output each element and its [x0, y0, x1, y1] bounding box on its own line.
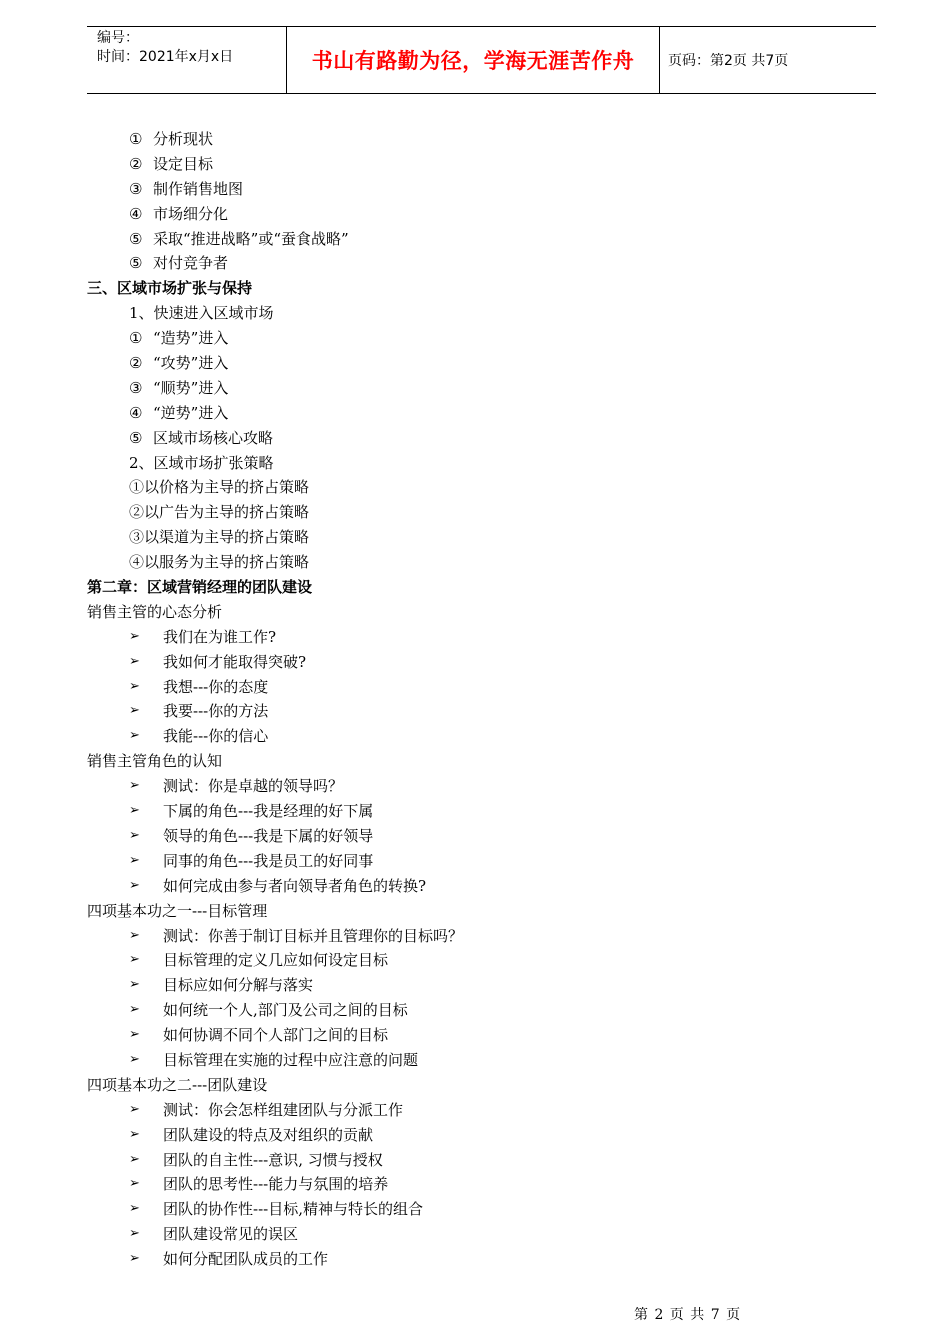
arrow-bullet-icon: ➢ [129, 1151, 140, 1167]
arrow-bullet-icon: ➢ [129, 803, 140, 819]
item-number: ④ [129, 204, 143, 223]
bullet-item [87, 1123, 887, 1148]
bullet-item [87, 1172, 887, 1197]
arrow-bullet-icon: ➢ [129, 1101, 140, 1117]
arrow-bullet-icon: ➢ [129, 927, 140, 943]
arrow-bullet-icon: ➢ [129, 1251, 140, 1267]
page-label: 页码：第2页 共7页 [668, 53, 789, 69]
item-text: “逆势”进入 [153, 403, 229, 422]
item-text: 同事的角色---我是员工的好同事 [163, 851, 374, 870]
item-text: 我们在为谁工作? [163, 627, 277, 646]
bullet-item [87, 1023, 887, 1048]
numbered-item [87, 326, 887, 351]
bullet-item [87, 824, 887, 849]
sub-item: ③以渠道为主导的挤占策略 [129, 528, 310, 547]
bullet-item [87, 774, 887, 799]
numbered-item [87, 227, 887, 252]
document-body [87, 127, 887, 1272]
item-number: ① [129, 130, 143, 148]
bullet-item [87, 998, 887, 1023]
topic-line: 四项基本功之一---目标管理 [87, 901, 268, 920]
section-heading: 三、区域市场扩张与保持 [87, 279, 253, 298]
page-footer: 第 2 页 共 7 页 [634, 1307, 742, 1323]
item-text: “攻势”进入 [153, 354, 229, 373]
item-text: 团队的自主性---意识, 习惯与授权 [163, 1150, 383, 1169]
bullet-item [87, 1222, 887, 1247]
item-text: 区域市场核心攻略 [153, 428, 274, 447]
item-text: 如何统一个人,部门及公司之间的目标 [163, 1001, 408, 1020]
bullet-item [87, 924, 887, 949]
item-number: ② [129, 154, 143, 173]
item-text: 测试：你会怎样组建团队与分派工作 [163, 1100, 404, 1119]
header-motto [287, 27, 660, 93]
item-number: ⑤ [129, 428, 143, 447]
item-text: 采取“推进战略”或“蚕食战略” [153, 229, 349, 248]
arrow-bullet-icon: ➢ [129, 977, 140, 993]
item-number: ③ [129, 378, 143, 397]
item-text: 设定目标 [153, 154, 214, 173]
sub-item: ①以价格为主导的挤占策略 [129, 478, 310, 497]
arrow-bullet-icon: ➢ [129, 1027, 140, 1043]
arrow-bullet-icon: ➢ [129, 653, 140, 669]
item-text: 我能---你的信心 [163, 727, 269, 746]
arrow-bullet-icon: ➢ [129, 678, 140, 694]
numbered-item [87, 177, 887, 202]
bullet-item [87, 1247, 887, 1272]
arrow-bullet-icon: ➢ [129, 827, 140, 843]
arrow-bullet-icon: ➢ [129, 1051, 140, 1067]
arrow-bullet-icon: ➢ [129, 952, 140, 968]
bullet-item [87, 799, 887, 824]
item-text: “造势”进入 [153, 329, 229, 348]
item-text: 目标管理在实施的过程中应注意的问题 [163, 1050, 419, 1069]
arrow-bullet-icon: ➢ [129, 1126, 140, 1142]
bullet-item [87, 948, 887, 973]
section-heading: 第二章：区域营销经理的团队建设 [87, 578, 313, 597]
motto-text: 书山有路勤为径，学海无涯苦作舟 [311, 49, 635, 73]
bullet-item [87, 625, 887, 650]
item-text: 如何分配团队成员的工作 [163, 1250, 329, 1269]
numbered-item [87, 426, 887, 451]
arrow-bullet-icon: ➢ [129, 628, 140, 644]
item-text: 如何完成由参与者向领导者角色的转换? [163, 876, 427, 895]
bullet-item [87, 973, 887, 998]
page-header [87, 26, 876, 94]
arrow-bullet-icon: ➢ [129, 1226, 140, 1242]
numbered-item [87, 152, 887, 177]
item-number: ⑤ [129, 229, 143, 248]
item-text: 领导的角色---我是下属的好领导 [163, 826, 374, 845]
bullet-item [87, 699, 887, 724]
item-number: ② [129, 354, 143, 373]
item-text: 团队的思考性---能力与氛围的培养 [163, 1175, 389, 1194]
item-text: 分析现状 [153, 130, 214, 148]
item-text: 下属的角色---我是经理的好下属 [163, 802, 374, 821]
sub-item: ②以广告为主导的挤占策略 [129, 503, 310, 522]
arrow-bullet-icon: ➢ [129, 703, 140, 719]
bullet-item [87, 724, 887, 749]
item-text: 目标应如何分解与落实 [163, 976, 314, 995]
item-number: ③ [129, 179, 143, 198]
item-text: “顺势”进入 [153, 378, 229, 397]
item-number: ⑤ [129, 254, 143, 273]
bullet-item [87, 675, 887, 700]
numbered-item [87, 351, 887, 376]
item-text: 目标管理的定义几应如何设定目标 [163, 951, 389, 970]
arrow-bullet-icon: ➢ [129, 778, 140, 794]
item-text: 我要---你的方法 [163, 702, 269, 721]
item-text: 团队建设常见的误区 [163, 1225, 299, 1244]
bullet-item [87, 1048, 887, 1073]
item-text: 如何协调不同个人部门之间的目标 [163, 1026, 389, 1045]
arrow-bullet-icon: ➢ [129, 1002, 140, 1018]
arrow-bullet-icon: ➢ [129, 877, 140, 893]
bullet-item [87, 1098, 887, 1123]
item-text: 测试：你善于制订目标并且管理你的目标吗？ [163, 926, 464, 945]
item-text: 我如何才能取得突破? [163, 652, 307, 671]
item-text: 我想---你的态度 [163, 677, 269, 696]
item-text: 对付竞争者 [153, 254, 229, 273]
bullet-item [87, 849, 887, 874]
item-number: ④ [129, 403, 143, 422]
bullet-item [87, 874, 887, 899]
sub-item: ④以服务为主导的挤占策略 [129, 553, 310, 572]
arrow-bullet-icon: ➢ [129, 1176, 140, 1192]
topic-line: 销售主管的心态分析 [87, 602, 223, 621]
item-text: 制作销售地图 [153, 179, 244, 198]
bullet-item [87, 1197, 887, 1222]
numbered-item [87, 376, 887, 401]
arrow-bullet-icon: ➢ [129, 728, 140, 744]
item-text: 测试：你是卓越的领导吗？ [163, 777, 344, 796]
item-text: 市场细分化 [153, 204, 229, 223]
item-text: 团队的协作性---目标,精神与特长的组合 [163, 1200, 423, 1219]
sub-item: 2、区域市场扩张策略 [129, 453, 274, 472]
number-label: 编号： [97, 30, 139, 46]
numbered-item [87, 401, 887, 426]
bullet-item [87, 1148, 887, 1173]
bullet-item [87, 650, 887, 675]
numbered-item [87, 251, 887, 276]
item-number: ① [129, 329, 143, 348]
arrow-bullet-icon: ➢ [129, 852, 140, 868]
numbered-item [87, 202, 887, 227]
sub-item: 1、快速进入区域市场 [129, 304, 274, 323]
numbered-item [87, 127, 887, 152]
item-text: 团队建设的特点及对组织的贡献 [163, 1125, 374, 1144]
arrow-bullet-icon: ➢ [129, 1201, 140, 1217]
topic-line: 四项基本功之二---团队建设 [87, 1075, 268, 1094]
header-page [660, 27, 876, 93]
topic-line: 销售主管角色的认知 [87, 752, 223, 771]
time-label: 时间：2021年x月x日 [97, 49, 234, 65]
header-meta [87, 27, 287, 93]
